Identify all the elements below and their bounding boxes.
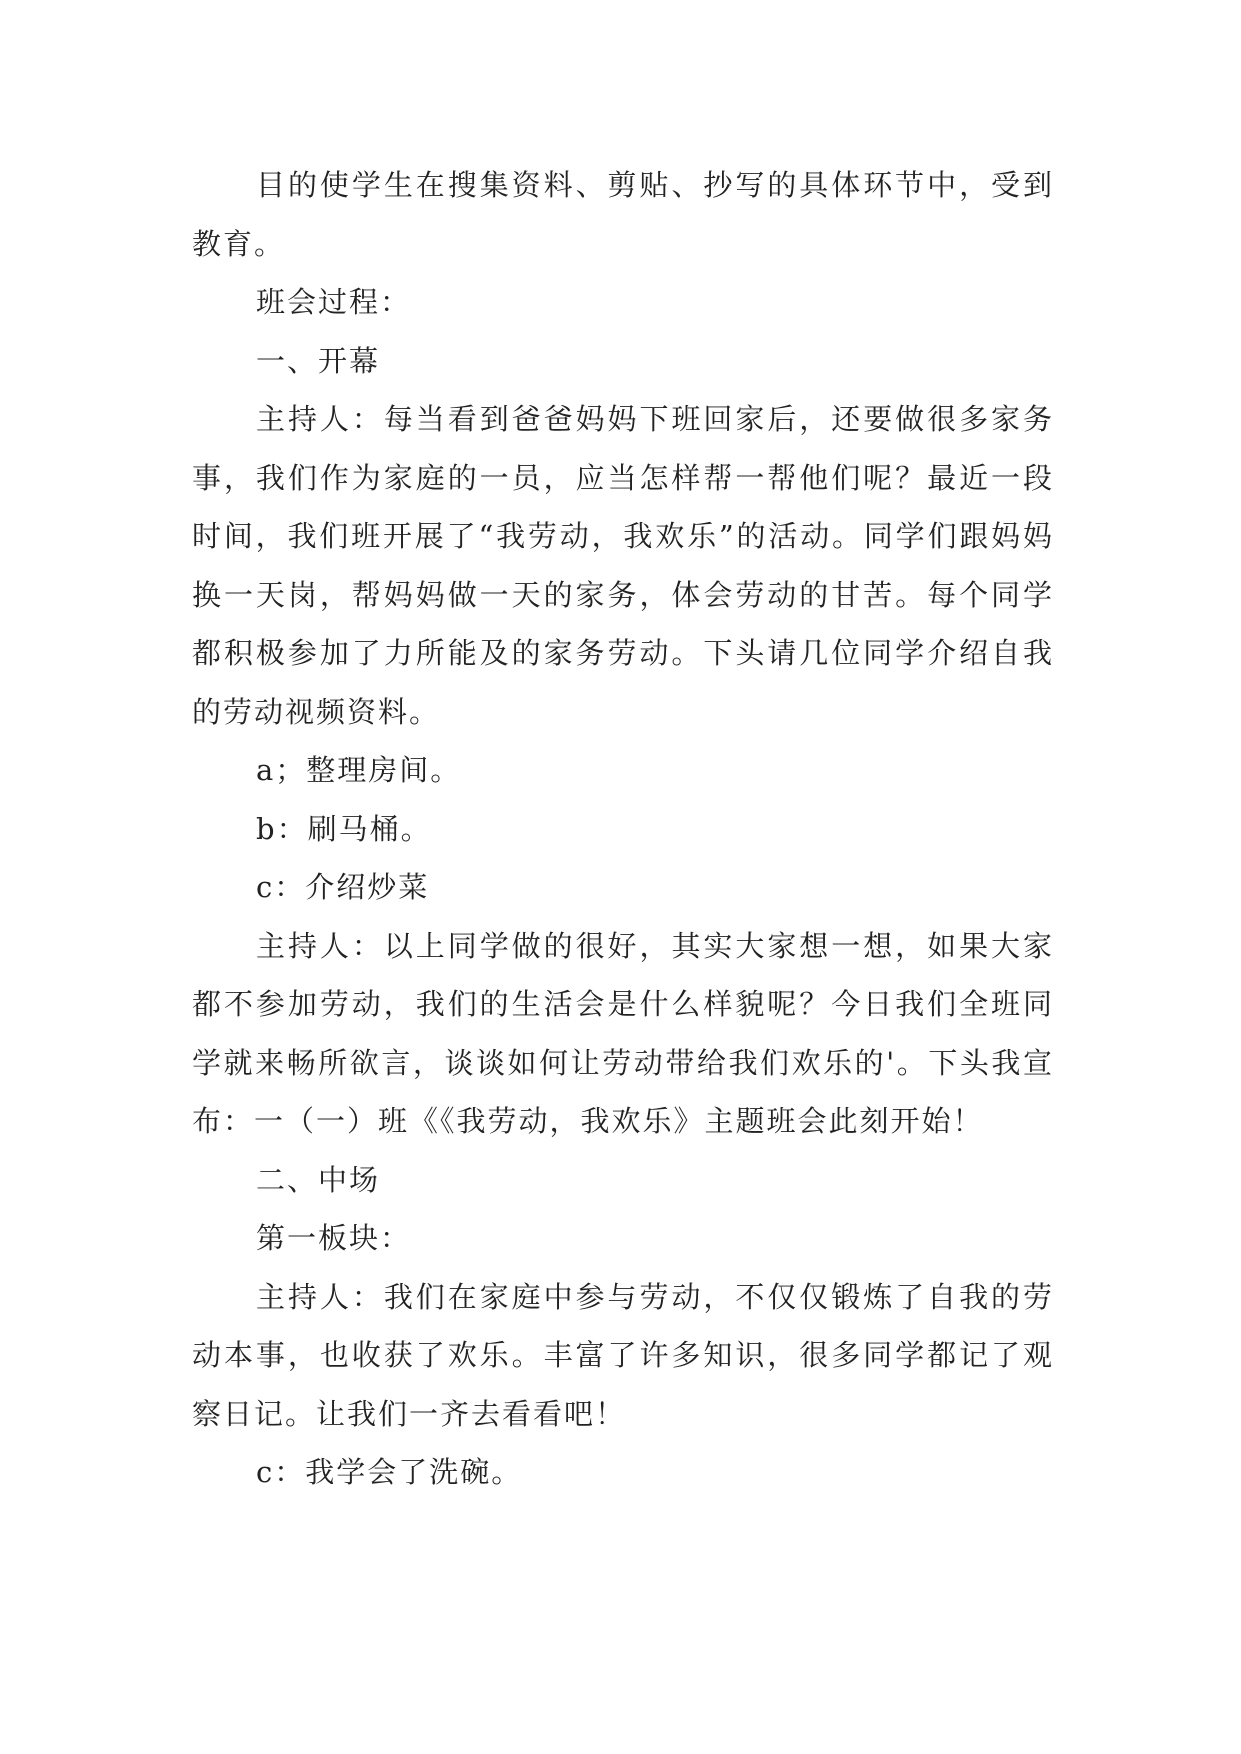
paragraph-host-intro: 主持人：每当看到爸爸妈妈下班回家后，还要做很多家务事，我们作为家庭的一员，应当怎样帮一帮他们呢？最近一段时间，我们班开展了“我劳动，我欢乐”的活动。同学们跟妈妈换一天岗，帮妈妈做一天的家务，体会劳动的甘苦。每个同学都积极参加了力所能及的家务劳动。下头请几位同学介绍自我的劳动视频资料。 [192,402,1054,729]
section-heading-middle: 二、中场 [256,1162,381,1197]
paragraph-process-heading: 班会过程： [256,285,412,319]
list-item-c-dishes: c：我学会了洗碗。 [256,1455,523,1489]
subsection-heading-block-one: 第一板块： [256,1221,412,1255]
paragraph-host-diary: 主持人：我们在家庭中参与劳动，不仅仅锻炼了自我的劳动本事，也收获了欢乐。丰富了许多知识，很多同学都记了观察日记。让我们一齐去看看吧！ [192,1279,1054,1431]
document-page [192,156,1054,1502]
list-item-a: a；整理房间。 [256,753,462,787]
list-item-b: b：刷马桶。 [256,811,432,846]
paragraph-purpose: 目的使学生在搜集资料、剪贴、抄写的具体环节中，受到教育。 [192,168,1054,261]
list-item-c: c：介绍炒菜 [256,870,430,904]
section-heading-opening: 一、开幕 [256,343,381,378]
paragraph-host-announce: 主持人：以上同学做的很好，其实大家想一想，如果大家都不参加劳动，我们的生活会是什么样貌呢？今日我们全班同学就来畅所欲言，谈谈如何让劳动带给我们欢乐的'。下头我宣布：一（一）班《《我劳动，我欢乐》主题班会此刻开始！ [192,928,1054,1138]
